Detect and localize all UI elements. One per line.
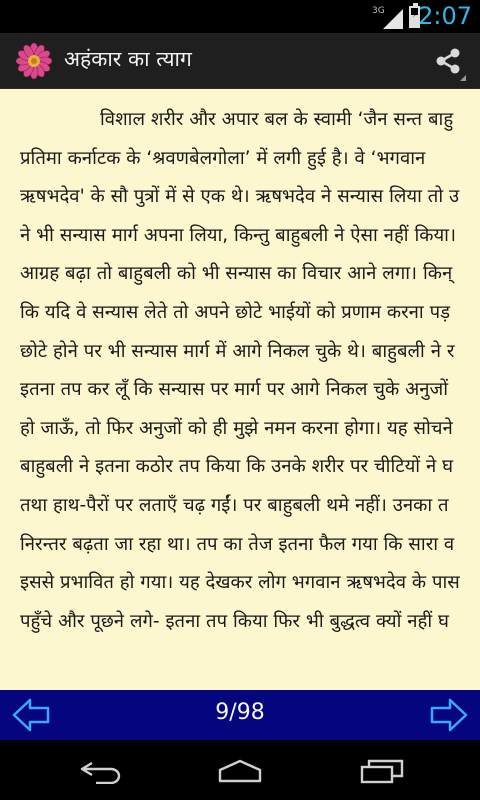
back-icon[interactable]: [78, 758, 124, 784]
pink-flower-icon[interactable]: [16, 43, 52, 79]
page-title: अहंकार का त्याग: [64, 47, 192, 71]
story-line: विशाल शरीर और अपार बल के स्वामी ‘जैन सन्त बाहु: [100, 109, 454, 130]
status-bar: [0, 0, 480, 33]
pager-bar: [0, 690, 480, 740]
recent-apps-icon[interactable]: [358, 758, 406, 784]
story-line: आग्रह बढ़ा तो बाहुबली को भी सन्यास का विचार आने लगा। किन्: [20, 263, 453, 285]
network-type-label: 3G: [372, 6, 385, 16]
story-line: ने भी सन्यास मार्ग अपना लिया, किन्तु बाहुबली ने ऐसा नहीं किया।: [20, 224, 456, 246]
story-line: तथा हाथ-पैरों पर लताएँ चढ़ गईं। पर बाहुबली थमे नहीं। उनका त: [20, 494, 449, 516]
story-line: छोटे होने पर भी सन्यास मार्ग में आगे निकल चुके थे। बाहुबली ने र: [20, 340, 455, 362]
home-icon[interactable]: [216, 758, 264, 784]
story-line: इतना तप कर लूँ कि सन्यास पर मार्ग पर आगे निकल चुके अनुजों: [20, 379, 449, 401]
clock: 2:07: [418, 2, 472, 30]
story-line: इससे प्रभावित हो गया। यह देखकर लोग भगवान ऋषभदेव के पास: [20, 572, 460, 594]
story-line: निरन्तर बढ़ता जा रहा था। तप का तेज इतना फैल गया कि सारा व: [20, 533, 455, 555]
story-line: हो जाऊँ, तो फिर अनुजों को ही मुझे नमन करना होगा। यह सोचने: [20, 417, 453, 439]
story-line: पहुँचे और पूछने लगे- इतना तप किया फिर भी बुद्धत्व क्यों नहीं घ: [20, 610, 449, 632]
arrow-left-icon[interactable]: [11, 697, 51, 733]
battery-charging-icon: ⚡: [409, 6, 420, 28]
arrow-right-icon[interactable]: [429, 697, 469, 733]
story-line: ऋषभदेव' के सौ पुत्रों में से एक थे। ऋषभदेव ने सन्यास लिया तो उ: [20, 186, 460, 208]
signal-icon: [383, 9, 403, 29]
story-line: प्रतिमा कर्नाटक के ‘श्रवणबेलगोला’ में लगी हुई है। वे ‘भगवान: [20, 147, 426, 169]
action-bar: [0, 33, 480, 89]
story-paragraph: [20, 101, 480, 641]
system-nav-bar: [0, 740, 480, 800]
story-content[interactable]: [0, 89, 480, 690]
page-indicator: 9/98: [215, 700, 265, 725]
story-line: कि यदि वे सन्यास लेते तो अपने छोटे भाईयों को प्रणाम करना पड़: [20, 301, 451, 323]
story-line: बाहुबली ने इतना कठोर तप किया कि उनके शरीर पर चीटियों ने घ: [20, 456, 454, 478]
share-icon[interactable]: [428, 41, 468, 81]
